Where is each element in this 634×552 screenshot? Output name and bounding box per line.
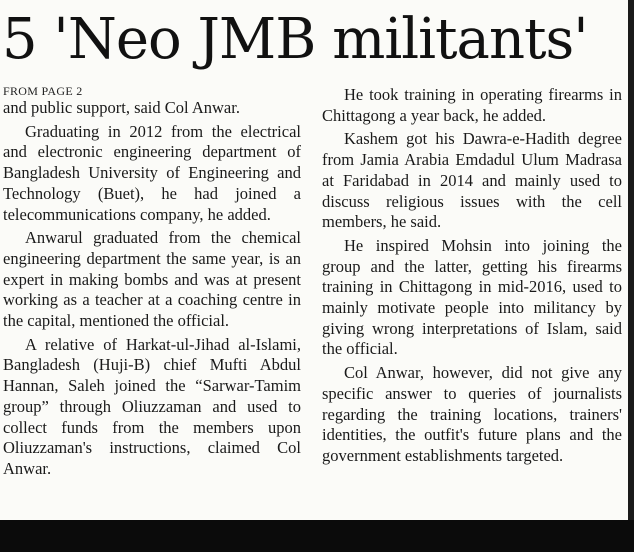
paragraph: Kashem got his Dawra-e-Hadith degree from Jamia Arabia Emdadul Ulum Madrasa at Faridabad in 2014 and mainly used to discuss religious issues with the cell members, he said.: [322, 129, 622, 232]
paragraph: Anwarul graduated from the chemical engineering department the same year, is an expert in making bombs and was at present working as a teacher at a coaching centre in the capital, mentioned the official.: [3, 228, 301, 331]
paragraph: A relative of Harkat-ul-Jihad al-Islami, Bangladesh (Huji-B) chief Mufti Abdul Hannan, Saleh joined the “Sarwar-Tamim group” through Oliuzzaman and used to collect funds from the members upon Oliuzzaman's instructions, claimed Col Anwar.: [3, 334, 301, 478]
paragraph: Col Anwar, however, did not give any specific answer to queries of journalists regarding the training locations, trainers' identities, the outfit's future plans and the government establishments targeted.: [322, 363, 622, 465]
bottom-border: [0, 520, 634, 552]
headline: 5 'Neo JMB militants': [2, 7, 588, 72]
paragraph: Graduating in 2012 from the electrical and electronic engineering department of Bangladesh University of Engineering and Technology (Buet), he had joined a telecommunications company, he added.: [3, 121, 301, 224]
paragraph: He inspired Mohsin into joining the group and the latter, getting his firearms training in Chittagong in mid-2016, used to mainly motivate people into militancy by giving wrong interpretations of Islam, said the official.: [322, 235, 622, 359]
paragraph: He took training in operating firearms in Chittagong a year back, he added.: [322, 85, 622, 125]
right-column: [322, 83, 622, 470]
page-edge: [628, 0, 634, 520]
continued-from-label: FROM PAGE 2: [3, 84, 83, 98]
paragraph: and public support, said Col Anwar.: [3, 98, 240, 117]
left-column: [3, 83, 301, 483]
